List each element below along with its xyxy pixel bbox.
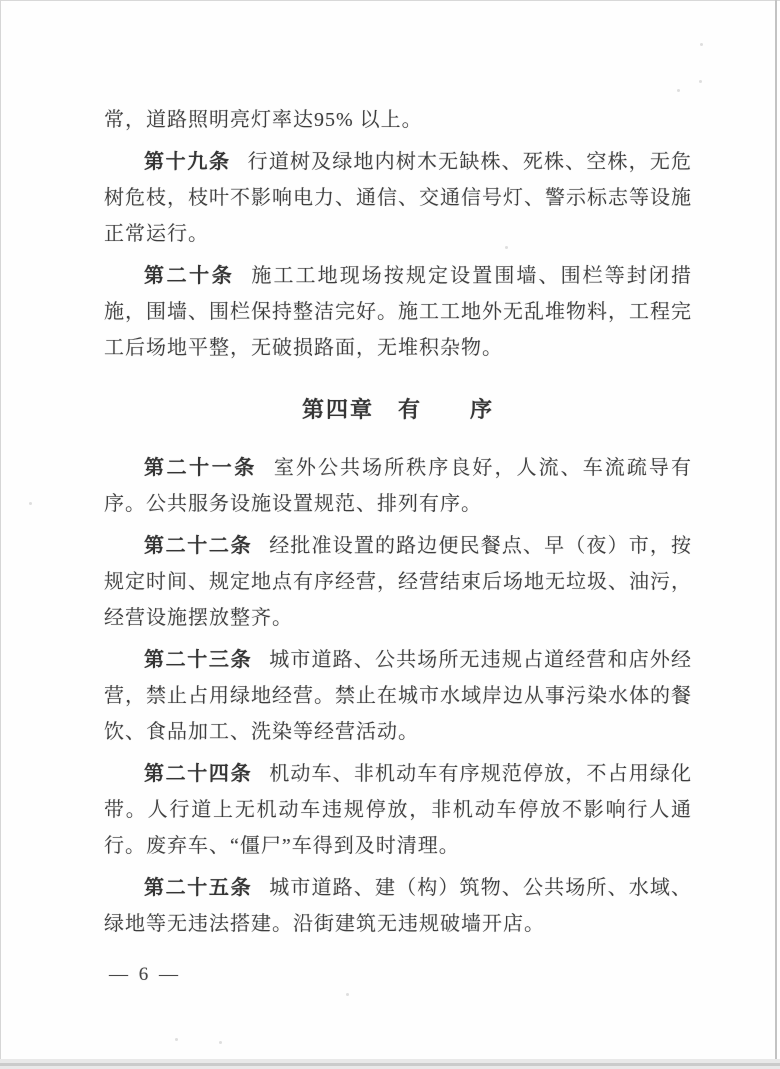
article-25-label: 第二十五条 [144, 877, 253, 899]
paragraph-article-25 [104, 870, 692, 942]
scan-speck [219, 1041, 222, 1044]
article-20-text: 施工工地现场按规定设置围墙、围栏等封闭措施，围墙、围栏保持整洁完好。施工工地外无乱堆物料，工程完工后场地平整，无破损路面，无堆积杂物。 [104, 265, 693, 359]
article-20-label: 第二十条 [144, 265, 235, 287]
page-number: — 6 — [109, 964, 181, 985]
article-21-text: 室外公共场所秩序良好，人流、车流疏导有序。公共服务设施设置规范、排列有序。 [104, 457, 693, 515]
scan-edge-bottom-line [0, 1063, 780, 1066]
scan-edge-top [0, 0, 780, 1]
article-22-text: 经批准设置的路边便民餐点、早（夜）市，按规定时间、规定地点有序经营，经营结束后场地无垃圾、油污，经营设施摆放整齐。 [104, 535, 693, 629]
paragraph-article-22 [104, 528, 692, 636]
scan-speck [699, 80, 702, 83]
paragraph-article-21 [104, 450, 692, 522]
scan-speck [346, 993, 349, 996]
scan-edge-right [775, 0, 777, 1069]
scan-speck [677, 89, 680, 92]
paragraph-article-20 [104, 258, 692, 366]
paragraph-continuation: 常，道路照明亮灯率达95% 以上。 [104, 109, 423, 131]
paragraph-article-19 [104, 144, 692, 252]
article-24-text: 机动车、非机动车有序规范停放，不占用绿化带。人行道上无机动车违规停放，非机动车停放不影响行人通行。废弃车、“僵尸”车得到及时清理。 [104, 763, 693, 857]
document-text-column [104, 102, 692, 993]
article-19-text: 行道树及绿地内树木无缺株、死株、空株，无危树危枝，枝叶不影响电力、通信、交通信号灯、警示标志等设施正常运行。 [104, 151, 693, 245]
article-24-label: 第二十四条 [144, 763, 253, 785]
paragraph-article-24 [104, 756, 692, 864]
article-21-label: 第二十一条 [144, 457, 257, 479]
article-23-text: 城市道路、公共场所无违规占道经营和店外经营，禁止占用绿地经营。禁止在城市水域岸边从事污染水体的餐饮、食品加工、洗染等经营活动。 [104, 649, 693, 743]
scan-speck [175, 1038, 178, 1041]
scan-speck [505, 246, 508, 249]
scan-edge-left [0, 0, 1, 1069]
paragraph-article-23 [104, 642, 692, 750]
article-25-text: 城市道路、建（构）筑物、公共场所、水域、绿地等无违法搭建。沿街建筑无违规破墙开店。 [104, 877, 693, 935]
article-23-label: 第二十三条 [144, 649, 253, 671]
chapter-heading: 第四章 有 序 [301, 397, 494, 422]
article-19-label: 第十九条 [144, 151, 231, 173]
article-22-label: 第二十二条 [144, 535, 253, 557]
scan-speck [700, 43, 703, 46]
scan-speck [29, 502, 32, 505]
scan-edge-bottom [0, 1059, 780, 1069]
